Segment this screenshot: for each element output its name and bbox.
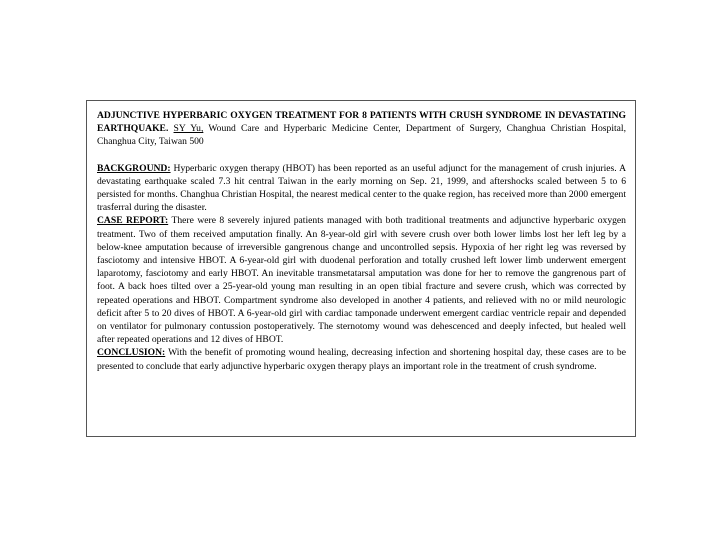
abstract-author: SY Yu,: [173, 123, 204, 135]
section-background: [97, 162, 626, 215]
section-conclusion: [97, 346, 626, 372]
section-text: Hyperbaric oxygen therapy (HBOT) has been reported as an useful adjunct for the management of crush injuries. A devastating earthquake scaled 7.3 hit central Taiwan in the early morning on Sep. 21, 1999, and aftershocks scaled between 5 to 6 persisted for months. Changhua Christian Hospital, the nearest medical center to the quake region, has received more than 2000 emergent trasferral during the disaster.: [97, 162, 627, 214]
section-heading: CONCLUSION:: [97, 347, 166, 359]
abstract-affiliation: Wound Care and Hyperbaric Medicine Center, Department of Surgery, Changhua Christian Hospital, Changhua City, Taiwan 500: [97, 123, 626, 148]
abstract-title: ADJUNCTIVE HYPERBARIC OXYGEN TREATMENT FOR 8 PATIENTS WITH CRUSH SYNDROME IN DEVASTATING EARTHQUAKE.: [97, 110, 626, 135]
section-text: With the benefit of promoting wound healing, decreasing infection and shortening hospital day, these cases are to be presented to conclude that early adjunctive hyperbaric oxygen therapy plays an important role in the treatment of crush syndrome.: [97, 347, 626, 372]
section-heading: CASE REPORT:: [97, 215, 169, 227]
abstract-header: [97, 109, 626, 149]
section-heading: BACKGROUND:: [97, 162, 171, 174]
section-case-report: [97, 214, 626, 346]
section-text: There were 8 severely injured patients managed with both traditional treatments and adjunctive hyperbaric oxygen treatment. Two of them received amputation finally. An 8-year-old girl with severe crush over both lower limbs lost her left leg by a below-knee amputation because of irreversible gangrenous change and uncontrolled sepsis. Hypoxia of her right leg was reversed by fasciotomy and intensive HBOT. A 6-year-old girl with duodenal perforation and totally crushed left lower limb underwent emergent laparotomy, fasciotomy and early HBOT. An inevitable transmetatarsal amputation was done for her to remove the gangrenous part of foot. A back hoes tilted over a 25-year-old young man resulting in an open tibial fracture and severe crush, which was corrected by repeated operations and HBOT. Compartment syndrome also developed in another 4 patients, and relieved with no or mild neurologic deficit after 5 to 20 dives of HBOT. A 6-year-old girl with cardiac tamponade underwent emergent cardiac ventricle repair and depended on ventilator for pulmonary contussion postoperatively. The sternotomy wound was dehescenced and deeply infected, but healed well after repeated operations and 12 dives of HBOT.: [97, 215, 626, 346]
abstract-box: [86, 100, 636, 437]
